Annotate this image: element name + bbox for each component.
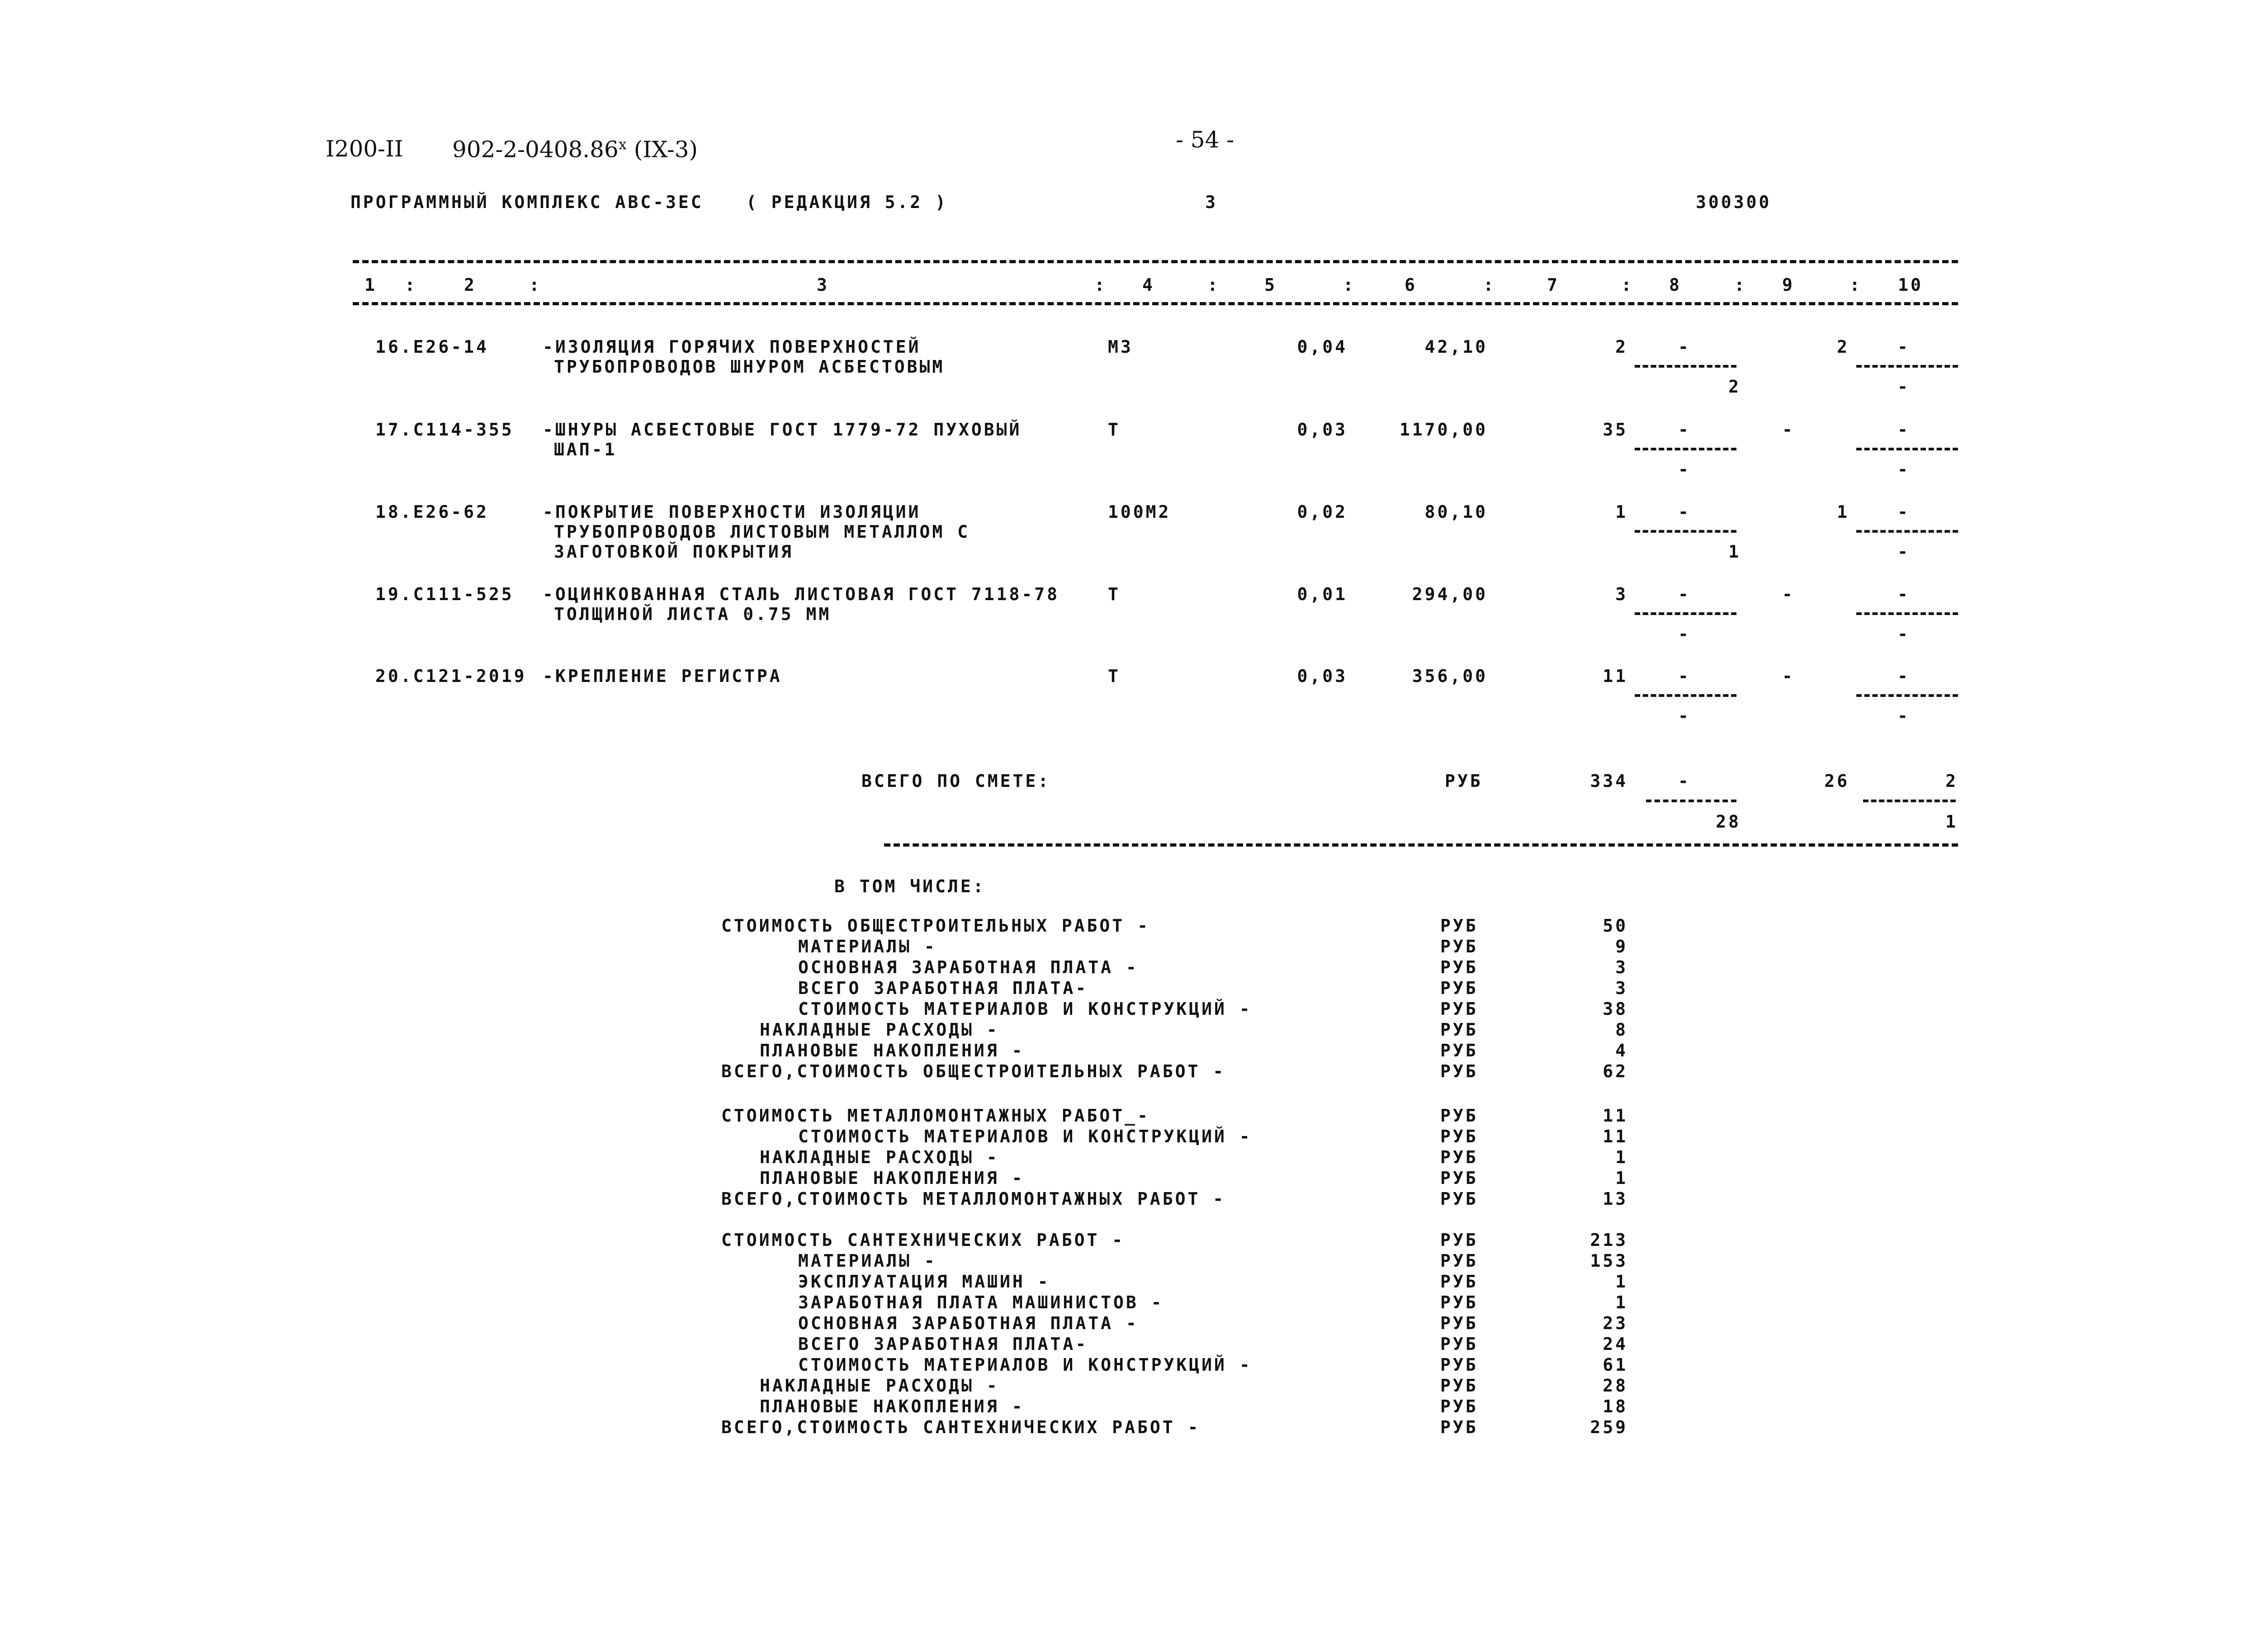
total-col10-top: 2 bbox=[1945, 771, 1958, 791]
summary-value: 1 bbox=[1615, 1272, 1628, 1292]
summary-label: ВСЕГО ЗАРАБОТНАЯ ПЛАТА- bbox=[798, 1334, 1088, 1354]
summary-value: 1 bbox=[1615, 1168, 1628, 1188]
summary-unit: РУБ bbox=[1440, 1041, 1478, 1060]
row-description-line1: -ОЦИНКОВАННАЯ СТАЛЬ ЛИСТОВАЯ ГОСТ 7118-78 bbox=[543, 584, 1060, 604]
program-label: ПРОГРАММНЫЙ КОМПЛЕКС АВС-3ЕС bbox=[350, 192, 704, 212]
project-code-suffix: (IX-3) bbox=[634, 136, 698, 163]
column-separator: : bbox=[529, 275, 542, 295]
column-header-8: 8 bbox=[1669, 275, 1682, 295]
row-col8-fraction-line bbox=[1635, 612, 1736, 615]
row-code: 19.С111-525 bbox=[375, 584, 514, 604]
row-description-line1: -ШНУРЫ АСБЕСТОВЫЕ ГОСТ 1779-72 ПУХОВЫЙ bbox=[543, 420, 1022, 440]
column-header-1: 1 bbox=[364, 275, 377, 295]
total-col10-fraction-line bbox=[1863, 800, 1956, 802]
row-code: 17.С114-355 bbox=[375, 420, 514, 440]
row-code: 20.С121-2019 bbox=[375, 666, 527, 686]
summary-value: 38 bbox=[1603, 999, 1628, 1019]
summary-value: 62 bbox=[1603, 1061, 1628, 1081]
summary-label: МАТЕРИАЛЫ - bbox=[798, 1251, 937, 1271]
summary-value: 18 bbox=[1603, 1396, 1628, 1416]
summary-label: СТОИМОСТЬ МАТЕРИАЛОВ И КОНСТРУКЦИЙ - bbox=[798, 1127, 1252, 1146]
summary-label: ПЛАНОВЫЕ НАКОПЛЕНИЯ - bbox=[760, 1396, 1025, 1416]
row-price: 80,10 bbox=[1424, 502, 1488, 522]
row-col9: 1 bbox=[1837, 502, 1850, 522]
row-description-line1: -ИЗОЛЯЦИЯ ГОРЯЧИХ ПОВЕРХНОСТЕЙ bbox=[543, 337, 921, 357]
row-code: 16.Е26-14 bbox=[375, 337, 489, 357]
including-label: В ТОМ ЧИСЛЕ: bbox=[834, 876, 986, 896]
summary-label: ПЛАНОВЫЕ НАКОПЛЕНИЯ - bbox=[760, 1041, 1025, 1060]
project-code-mark: x bbox=[618, 136, 627, 153]
row-col8-fraction-line bbox=[1635, 530, 1736, 533]
row-description-line1: -КРЕПЛЕНИЕ РЕГИСТРА bbox=[543, 666, 782, 686]
row-col9: 2 bbox=[1837, 337, 1850, 357]
row-col10-fraction-line bbox=[1856, 365, 1958, 368]
row-col7: 35 bbox=[1603, 420, 1628, 440]
summary-unit: РУБ bbox=[1440, 1313, 1478, 1333]
row-col10-bottom: - bbox=[1897, 459, 1910, 479]
total-col8-bottom: 28 bbox=[1716, 812, 1741, 832]
row-col8-bottom: 2 bbox=[1728, 377, 1741, 397]
row-col9: - bbox=[1782, 420, 1795, 440]
row-quantity: 0,03 bbox=[1297, 420, 1348, 440]
row-col10-top: - bbox=[1897, 584, 1910, 604]
summary-label: ВСЕГО,СТОИМОСТЬ САНТЕХНИЧЕСКИХ РАБОТ - bbox=[721, 1417, 1201, 1437]
row-col8-fraction-line bbox=[1635, 694, 1736, 697]
row-col10-top: - bbox=[1897, 420, 1910, 440]
summary-unit: РУБ bbox=[1440, 1061, 1478, 1081]
row-col10-bottom: - bbox=[1897, 542, 1910, 562]
summary-value: 28 bbox=[1603, 1376, 1628, 1396]
summary-unit: РУБ bbox=[1440, 916, 1478, 936]
summary-label: НАКЛАДНЫЕ РАСХОДЫ - bbox=[760, 1020, 999, 1040]
row-col8-bottom: 1 bbox=[1728, 542, 1741, 562]
summary-unit: РУБ bbox=[1440, 1396, 1478, 1416]
row-price: 42,10 bbox=[1424, 337, 1488, 357]
row-quantity: 0,04 bbox=[1297, 337, 1348, 357]
column-header-9: 9 bbox=[1782, 275, 1795, 295]
column-separator: : bbox=[1621, 275, 1634, 295]
row-col7: 1 bbox=[1615, 502, 1628, 522]
total-bottom-rule bbox=[884, 843, 1958, 847]
row-description-line2: ШАП-1 bbox=[554, 440, 617, 459]
summary-unit: РУБ bbox=[1440, 1334, 1478, 1354]
row-description-line1: -ПОКРЫТИЕ ПОВЕРХНОСТИ ИЗОЛЯЦИИ bbox=[543, 502, 921, 522]
summary-unit: РУБ bbox=[1440, 1251, 1478, 1271]
program-edition: ( РЕДАКЦИЯ 5.2 ) bbox=[746, 192, 948, 212]
row-description-line2: ТРУБОПРОВОДОВ ШНУРОМ АСБЕСТОВЫМ bbox=[554, 357, 945, 377]
total-col8-fraction-line bbox=[1646, 800, 1736, 802]
summary-value: 50 bbox=[1603, 916, 1628, 936]
row-unit: 100М2 bbox=[1108, 502, 1171, 522]
row-quantity: 0,01 bbox=[1297, 584, 1348, 604]
row-col8-bottom: - bbox=[1678, 624, 1691, 644]
summary-value: 24 bbox=[1603, 1334, 1628, 1354]
summary-label: ЭКСПЛУАТАЦИЯ МАШИН - bbox=[798, 1272, 1050, 1292]
row-col10-top: - bbox=[1897, 666, 1910, 686]
row-price: 294,00 bbox=[1412, 584, 1488, 604]
row-col10-bottom: - bbox=[1897, 624, 1910, 644]
column-header-6: 6 bbox=[1405, 275, 1417, 295]
column-header-2: 2 bbox=[464, 275, 477, 295]
summary-value: 259 bbox=[1590, 1417, 1628, 1437]
summary-value: 11 bbox=[1603, 1127, 1628, 1146]
summary-label: ВСЕГО ЗАРАБОТНАЯ ПЛАТА- bbox=[798, 978, 1088, 998]
column-header-4: 4 bbox=[1142, 275, 1155, 295]
column-separator: : bbox=[1734, 275, 1747, 295]
row-col10-fraction-line bbox=[1856, 694, 1958, 697]
column-separator: : bbox=[1850, 275, 1862, 295]
row-col8-bottom: - bbox=[1678, 459, 1691, 479]
row-col8-top: - bbox=[1678, 666, 1691, 686]
summary-unit: РУБ bbox=[1440, 1292, 1478, 1312]
summary-value: 8 bbox=[1615, 1020, 1628, 1040]
row-col8-fraction-line bbox=[1635, 448, 1736, 450]
summary-label: ВСЕГО,СТОИМОСТЬ ОБЩЕСТРОИТЕЛЬНЫХ РАБОТ - bbox=[721, 1061, 1226, 1081]
header-bottom-rule bbox=[353, 302, 1958, 305]
summary-label: СТОИМОСТЬ МЕТАЛЛОМОНТАЖНЫХ РАБОТ_- bbox=[721, 1106, 1150, 1126]
row-col9: - bbox=[1782, 666, 1795, 686]
summary-unit: РУБ bbox=[1440, 978, 1478, 998]
summary-label: НАКЛАДНЫЕ РАСХОДЫ - bbox=[760, 1376, 999, 1396]
summary-value: 9 bbox=[1615, 937, 1628, 956]
row-col10-fraction-line bbox=[1856, 448, 1958, 450]
row-col10-fraction-line bbox=[1856, 612, 1958, 615]
summary-label: МАТЕРИАЛЫ - bbox=[798, 937, 937, 956]
row-col10-bottom: - bbox=[1897, 706, 1910, 726]
row-quantity: 0,02 bbox=[1297, 502, 1348, 522]
project-code bbox=[452, 136, 698, 163]
row-col8-top: - bbox=[1678, 337, 1691, 357]
summary-unit: РУБ bbox=[1440, 1020, 1478, 1040]
total-col8-top: - bbox=[1678, 771, 1691, 791]
column-header-7: 7 bbox=[1547, 275, 1560, 295]
summary-label: ВСЕГО,СТОИМОСТЬ МЕТАЛЛОМОНТАЖНЫХ РАБОТ - bbox=[721, 1189, 1226, 1209]
row-col10-fraction-line bbox=[1856, 530, 1958, 533]
row-col8-bottom: - bbox=[1678, 706, 1691, 726]
column-header-3: 3 bbox=[817, 275, 829, 295]
summary-label: СТОИМОСТЬ ОБЩЕСТРОИТЕЛЬНЫХ РАБОТ - bbox=[721, 916, 1150, 936]
row-description-line2: ТОЛЩИНОЙ ЛИСТА 0.75 ММ bbox=[554, 604, 832, 624]
summary-unit: РУБ bbox=[1440, 1189, 1478, 1209]
program-code: 300300 bbox=[1696, 192, 1772, 212]
total-col10-bottom: 1 bbox=[1945, 812, 1958, 832]
row-unit: Т bbox=[1108, 584, 1121, 604]
row-unit: М3 bbox=[1108, 337, 1133, 357]
summary-value: 23 bbox=[1603, 1313, 1628, 1333]
summary-unit: РУБ bbox=[1440, 1147, 1478, 1167]
summary-value: 3 bbox=[1615, 978, 1628, 998]
doc-code: I200-II bbox=[326, 136, 403, 162]
summary-unit: РУБ bbox=[1440, 999, 1478, 1019]
summary-label: СТОИМОСТЬ МАТЕРИАЛОВ И КОНСТРУКЦИЙ - bbox=[798, 999, 1252, 1019]
row-code: 18.Е26-62 bbox=[375, 502, 489, 522]
table-top-rule bbox=[353, 260, 1958, 263]
summary-unit: РУБ bbox=[1440, 1417, 1478, 1437]
summary-value: 213 bbox=[1590, 1230, 1628, 1250]
row-col7: 3 bbox=[1615, 584, 1628, 604]
row-unit: Т bbox=[1108, 420, 1121, 440]
row-price: 1170,00 bbox=[1399, 420, 1488, 440]
summary-value: 1 bbox=[1615, 1292, 1628, 1312]
summary-label: СТОИМОСТЬ САНТЕХНИЧЕСКИХ РАБОТ - bbox=[721, 1230, 1125, 1250]
column-header-5: 5 bbox=[1264, 275, 1277, 295]
total-unit: РУБ bbox=[1445, 771, 1483, 791]
summary-value: 1 bbox=[1615, 1147, 1628, 1167]
row-col8-top: - bbox=[1678, 420, 1691, 440]
row-col7: 2 bbox=[1615, 337, 1628, 357]
total-label: ВСЕГО ПО СМЕТЕ: bbox=[861, 771, 1051, 791]
row-col8-top: - bbox=[1678, 584, 1691, 604]
summary-value: 13 bbox=[1603, 1189, 1628, 1209]
project-code-number: 902-2-0408.86 bbox=[452, 136, 619, 163]
page-number: - 54 - bbox=[1176, 127, 1235, 153]
row-col8-fraction-line bbox=[1635, 365, 1736, 368]
summary-label: ОСНОВНАЯ ЗАРАБОТНАЯ ПЛАТА - bbox=[798, 957, 1139, 977]
column-separator: : bbox=[1483, 275, 1496, 295]
column-header-10: 10 bbox=[1898, 275, 1923, 295]
row-quantity: 0,03 bbox=[1297, 666, 1348, 686]
summary-unit: РУБ bbox=[1440, 1272, 1478, 1292]
column-separator: : bbox=[1343, 275, 1356, 295]
row-col7: 11 bbox=[1603, 666, 1628, 686]
summary-value: 4 bbox=[1615, 1041, 1628, 1060]
row-description-line2: ТРУБОПРОВОДОВ ЛИСТОВЫМ МЕТАЛЛОМ С bbox=[554, 522, 970, 542]
summary-unit: РУБ bbox=[1440, 957, 1478, 977]
row-col10-top: - bbox=[1897, 502, 1910, 522]
summary-unit: РУБ bbox=[1440, 937, 1478, 956]
summary-label: ПЛАНОВЫЕ НАКОПЛЕНИЯ - bbox=[760, 1168, 1025, 1188]
summary-unit: РУБ bbox=[1440, 1168, 1478, 1188]
summary-label: ЗАРАБОТНАЯ ПЛАТА МАШИНИСТОВ - bbox=[798, 1292, 1164, 1312]
column-separator: : bbox=[1094, 275, 1107, 295]
row-col10-bottom: - bbox=[1897, 377, 1910, 397]
column-separator: : bbox=[405, 275, 417, 295]
summary-unit: РУБ bbox=[1440, 1230, 1478, 1250]
row-description-line3: ЗАГОТОВКОЙ ПОКРЫТИЯ bbox=[554, 542, 794, 562]
summary-unit: РУБ bbox=[1440, 1376, 1478, 1396]
summary-value: 153 bbox=[1590, 1251, 1628, 1271]
row-col9: - bbox=[1782, 584, 1795, 604]
summary-unit: РУБ bbox=[1440, 1127, 1478, 1146]
summary-label: ОСНОВНАЯ ЗАРАБОТНАЯ ПЛАТА - bbox=[798, 1313, 1139, 1333]
summary-value: 3 bbox=[1615, 957, 1628, 977]
summary-label: СТОИМОСТЬ МАТЕРИАЛОВ И КОНСТРУКЦИЙ - bbox=[798, 1355, 1252, 1375]
summary-label: НАКЛАДНЫЕ РАСХОДЫ - bbox=[760, 1147, 999, 1167]
summary-value: 11 bbox=[1603, 1106, 1628, 1126]
row-col8-top: - bbox=[1678, 502, 1691, 522]
row-unit: Т bbox=[1108, 666, 1121, 686]
row-price: 356,00 bbox=[1412, 666, 1488, 686]
sheet-number: 3 bbox=[1205, 192, 1218, 212]
row-col10-top: - bbox=[1897, 337, 1910, 357]
summary-unit: РУБ bbox=[1440, 1355, 1478, 1375]
total-col9: 26 bbox=[1824, 771, 1850, 791]
column-separator: : bbox=[1207, 275, 1220, 295]
summary-unit: РУБ bbox=[1440, 1106, 1478, 1126]
total-col7: 334 bbox=[1590, 771, 1628, 791]
summary-value: 61 bbox=[1603, 1355, 1628, 1375]
